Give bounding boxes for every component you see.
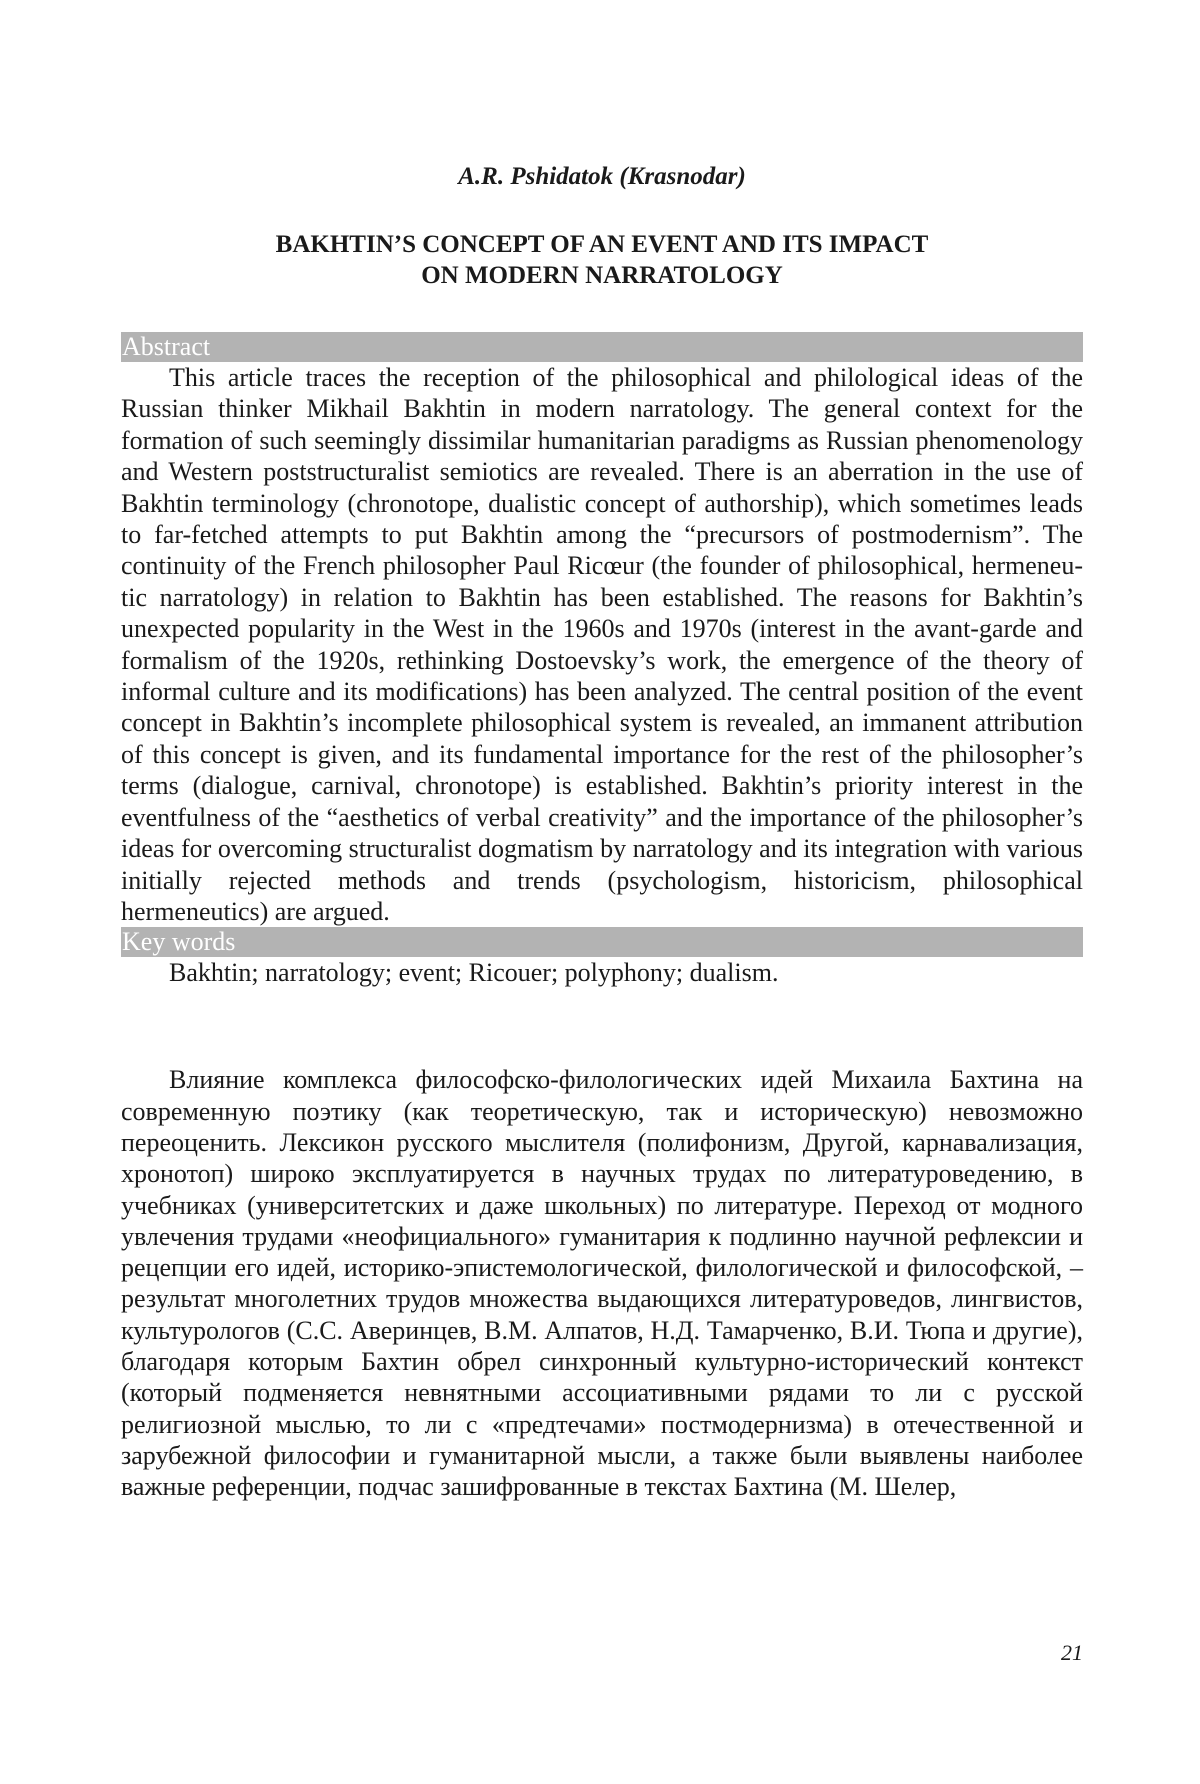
body-paragraph: Влияние комплекса философско-филологических идей Михаила Бахтина на современную поэтику (как теоретическую, так и историческую) невозможно переоценить. Лексикон русского мыслителя (полифонизм, Другой, карнавализация, хронотоп) широко эксплуатируется в научных трудах по литературоведению, в учебниках (университетских и даже школьных) по литературе. Переход от модного увлечения трудами «неофициального» гуманитария к подлинно научной рефлексии и рецепции его идей, историко-эпистемологической, филологической и философской, – результат многолетних трудов множества выдающихся литературоведов, лингвистов, культурологов (С.С. Аверинцев, В.М. Алпатов, Н.Д. Тамарченко, В.И. Тюпа и другие), благодаря которым Бахтин обрел синхронный культурно-исторический контекст (который подменяется невнятными ассоциативными рядами то ли с русской религиозной мыслью, то ли с «предтечами» постмодернизма) в отечественной и зарубежной философии и гуманитарной мысли, а также были выявлены наиболее важные референции, подчас зашифрованные в текстах Бахтина (М. Шелер, <box>121 1065 1083 1502</box>
title-line-2: ON MODERN NARRATOLOGY <box>421 262 783 289</box>
abstract-heading: Abstract <box>121 332 1083 362</box>
article-page <box>121 150 1083 1502</box>
keywords-text: Bakhtin; narratology; event; Ricouer; polyphony; dualism. <box>169 958 779 988</box>
page-number: 21 <box>1061 1640 1083 1665</box>
article-title <box>121 229 1083 291</box>
title-line-1: BAKHTIN’S CONCEPT OF AN EVENT AND ITS IMPACT <box>275 231 929 258</box>
abstract-text: This article traces the reception of the philosophical and philological ideas of the Russian thinker Mikhail Bakhtin in modern narratology. The general context for the formation of such seemingly dissimilar humanitarian paradigms as Russian phenomenology and Western poststructuralist semiotics are revealed. There is an aberration in the use of Bakhtin terminology (chronotope, dualistic concept of authorship), which sometimes leads to far-fetched attempts to put Bakhtin among the “precursors of postmodernism”. The continuity of the French philosopher Paul Ricœur (the founder of philosophical, hermeneutic narratology) in relation to Bakhtin has been established. The reasons for Bakhtin’s unexpected popularity in the West in the 1960s and 1970s (interest in the avant-garde and formalism of the 1920s, rethinking Dostoevsky’s work, the emergence of the theory of informal culture and its modifications) has been analyzed. The central position of the event concept in Bakhtin’s incomplete philosophical system is revealed, an immanent attribution of this concept is given, and its fundamental importance for the rest of the philosopher’s terms (dialogue, carnival, chronotope) is established. Bakhtin’s priority interest in the eventfulness of the “aesthetics of verbal creativity” and the importance of the philosopher’s ideas for overcoming structuralist dogmatism by narratology and its integration with various initially rejected methods and trends (psychologism, historicism, philosophical hermeneutics) are argued. <box>121 363 1083 926</box>
author-line: A.R. Pshidatok (Krasnodar) <box>458 163 746 190</box>
keywords-heading: Key words <box>121 927 1083 957</box>
